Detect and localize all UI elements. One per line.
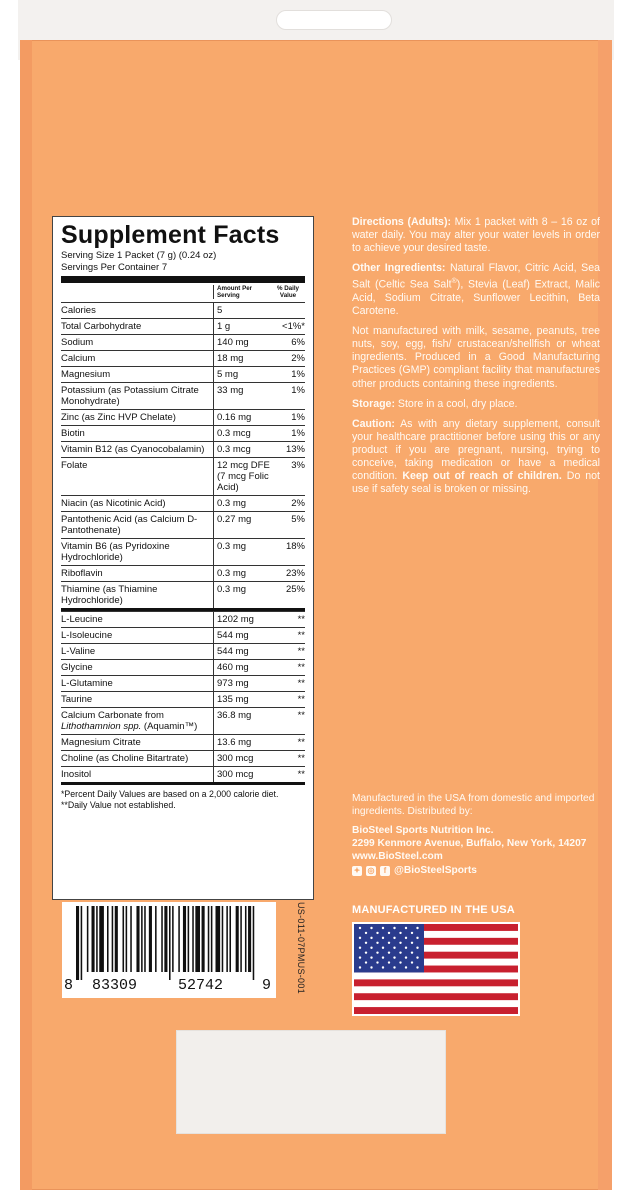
flag-star xyxy=(382,966,384,968)
table-row xyxy=(61,511,305,538)
row-dv: ** xyxy=(297,753,305,764)
flag-star xyxy=(382,937,384,939)
barcode-group-2: 52742 xyxy=(178,977,224,994)
flag-star xyxy=(376,932,378,934)
barcode-bar xyxy=(202,906,205,972)
row-name: L-Leucine xyxy=(61,614,103,625)
row-amount: 140 mg xyxy=(213,335,271,350)
manufacturer-info xyxy=(352,792,600,877)
barcode-bar xyxy=(161,906,163,972)
row-dv: 6% xyxy=(291,337,305,348)
facts-rows-amino xyxy=(61,611,305,707)
barcode-bar xyxy=(155,906,157,972)
barcode-bar xyxy=(126,906,128,972)
row-amount: 1202 mg xyxy=(213,612,271,627)
barcode-group-1: 83309 xyxy=(92,977,138,994)
barcode-bar xyxy=(96,906,98,972)
row-dv: ** xyxy=(297,710,305,721)
label-blank-area xyxy=(176,1030,446,1134)
row-amount: 13.6 mg xyxy=(213,735,271,750)
row-name: Niacin (as Nicotinic Acid) xyxy=(61,498,166,509)
row-dv: ** xyxy=(297,769,305,780)
flag-star xyxy=(411,932,413,934)
row-dv: ** xyxy=(297,694,305,705)
flag-star xyxy=(405,966,407,968)
row-dv: 1% xyxy=(291,412,305,423)
flag-star xyxy=(399,951,401,953)
product-code: US-011-07PMUS-001 xyxy=(296,902,306,994)
barcode-bar xyxy=(149,906,152,972)
flag-star xyxy=(382,927,384,929)
barcode-bar xyxy=(183,906,186,972)
label-text-column xyxy=(352,216,600,503)
barcode-bar xyxy=(216,906,221,972)
row-amount: 5 xyxy=(213,303,271,318)
row-dv: ** xyxy=(297,662,305,673)
flag-star xyxy=(365,942,367,944)
row-amount: 460 mg xyxy=(213,660,271,675)
flag-star xyxy=(411,951,413,953)
row-amount: 0.27 mg xyxy=(213,512,271,538)
manufactured-statement: Manufactured in the USA from domestic and imported ingredients. Distributed by: xyxy=(352,793,595,817)
table-row xyxy=(61,495,305,511)
twitter-icon: ✦ xyxy=(353,865,361,875)
us-flag xyxy=(352,922,520,1016)
flag-star xyxy=(405,947,407,949)
flag-stripe xyxy=(354,986,518,993)
row-amount: 12 mcg DFE (7 mcg Folic Acid) xyxy=(213,458,271,495)
barcode-bar xyxy=(229,906,231,972)
row-name: Sodium xyxy=(61,337,94,348)
row-dv: 1% xyxy=(291,385,305,396)
barcode-bar xyxy=(211,906,213,972)
flag-star xyxy=(388,942,390,944)
row-amount: 544 mg xyxy=(213,628,271,643)
barcode-bar xyxy=(123,906,125,972)
package-left-edge xyxy=(20,40,32,1190)
flag-star xyxy=(370,947,372,949)
flag-star xyxy=(405,956,407,958)
row-name: Calcium Carbonate from Lithothamnion spp. (Aquamin™) xyxy=(61,710,198,732)
row-dv: 2% xyxy=(291,353,305,364)
table-row xyxy=(61,334,305,350)
flag-stripe xyxy=(354,1007,518,1014)
barcode-bar xyxy=(248,906,251,972)
row-dv: 25% xyxy=(285,584,305,595)
supplement-facts-panel xyxy=(52,216,314,900)
barcode-bar xyxy=(240,906,242,972)
flag-star xyxy=(359,927,361,929)
flag-star xyxy=(359,966,361,968)
flag-star xyxy=(359,947,361,949)
barcode-bar xyxy=(253,906,255,980)
table-row xyxy=(61,425,305,441)
flag-star xyxy=(370,927,372,929)
row-name: L-Glutamine xyxy=(61,678,113,689)
table-row xyxy=(61,302,305,318)
row-name: Potassium (as Potassium Citrate Monohydrate) xyxy=(61,385,199,407)
flag-star xyxy=(416,956,418,958)
flag-star xyxy=(416,947,418,949)
table-row xyxy=(61,750,305,766)
row-name: Folate xyxy=(61,460,88,471)
header-amount: Amount Per Serving xyxy=(213,285,271,299)
flag-star xyxy=(399,932,401,934)
row-name: Pantothenic Acid (as Calcium D-Pantothenate) xyxy=(61,514,198,536)
barcode-bar xyxy=(81,906,83,980)
table-row xyxy=(61,627,305,643)
barcode-bar xyxy=(107,906,109,972)
flag-star xyxy=(370,956,372,958)
row-dv: 3% xyxy=(291,460,305,471)
row-name: Total Carbohydrate xyxy=(61,321,142,332)
barcode-bar xyxy=(92,906,95,972)
table-row xyxy=(61,350,305,366)
flag-star xyxy=(370,966,372,968)
social-row xyxy=(352,864,600,877)
upc-barcode xyxy=(62,902,276,998)
row-amount: 0.3 mg xyxy=(213,582,271,608)
barcode-bar xyxy=(164,906,167,972)
table-row xyxy=(61,565,305,581)
header-dv: % Daily Value xyxy=(276,285,299,299)
company-address: 2299 Kenmore Avenue, Buffalo, New York, 14207 xyxy=(352,838,587,849)
row-dv: 1% xyxy=(291,369,305,380)
row-name: Taurine xyxy=(61,694,93,705)
barcode-bar xyxy=(99,906,104,972)
barcode-bar xyxy=(144,906,146,972)
social-handle: @BioSteelSports xyxy=(394,865,477,876)
table-row xyxy=(61,766,305,782)
barcode-bar xyxy=(172,906,174,972)
row-dv: 1% xyxy=(291,428,305,439)
row-dv xyxy=(271,303,305,318)
facts-header xyxy=(61,283,305,302)
row-dv: 13% xyxy=(285,444,305,455)
barcode-digits xyxy=(62,974,276,998)
row-amount: 18 mg xyxy=(213,351,271,366)
footnote-percent: *Percent Daily Values are based on a 2,000 calorie diet. xyxy=(61,789,279,799)
storage: Storage: Store in a cool, dry place. xyxy=(352,397,518,410)
us-flag-graphic xyxy=(354,924,518,1014)
row-dv: ** xyxy=(297,646,305,657)
row-amount: 300 mcg xyxy=(213,767,271,782)
barcode-bar xyxy=(87,906,89,972)
table-row xyxy=(61,538,305,565)
row-amount: 1 g xyxy=(213,319,271,334)
row-amount: 300 mcg xyxy=(213,751,271,766)
row-amount: 135 mg xyxy=(213,692,271,707)
flag-star xyxy=(359,937,361,939)
flag-stripe xyxy=(354,972,518,979)
row-name: Calories xyxy=(61,305,96,316)
flag-star xyxy=(393,947,395,949)
caution: Caution: As with any dietary supplement, consult your healthcare practitioner before using this or any product if you are pregnant, nursing, trying to conceive, taking medication or have a medical condition. Keep out of reach of children. Do not use if safety seal is broken or missing. xyxy=(352,417,601,496)
table-row xyxy=(61,707,305,734)
row-dv: ** xyxy=(297,630,305,641)
barcode-bar xyxy=(236,906,239,972)
flag-star xyxy=(393,927,395,929)
flag-star xyxy=(388,951,390,953)
flag-star xyxy=(416,966,418,968)
barcode-digit-right: 9 xyxy=(262,977,272,994)
row-amount: 0.16 mg xyxy=(213,410,271,425)
barcode-bar xyxy=(178,906,180,972)
table-row xyxy=(61,691,305,707)
thick-divider xyxy=(61,276,305,283)
flag-star xyxy=(393,937,395,939)
flag-star xyxy=(365,961,367,963)
other-ingredients: Other Ingredients: Natural Flavor, Citric Acid, Sea Salt (Celtic Sea Salt®), Stevia (Leaf) Extract, Malic Acid, Sodium Citrate, Sunflower Lecithin, Beta Carotene. xyxy=(352,262,600,318)
table-row xyxy=(61,643,305,659)
flag-stripe xyxy=(354,979,518,986)
row-name: Magnesium Citrate xyxy=(61,737,141,748)
barcode-bar xyxy=(192,906,194,972)
barcode-bar xyxy=(115,906,118,972)
row-amount: 973 mg xyxy=(213,676,271,691)
flag-canton xyxy=(354,924,424,972)
row-name: Vitamin B12 (as Cyanocobalamin) xyxy=(61,444,205,455)
barcode-bar xyxy=(130,906,132,972)
flag-star xyxy=(365,951,367,953)
flag-star xyxy=(376,961,378,963)
row-amount: 33 mg xyxy=(213,383,271,409)
table-row xyxy=(61,734,305,750)
flag-stripe xyxy=(354,1000,518,1007)
flag-star xyxy=(388,932,390,934)
flag-star xyxy=(376,951,378,953)
row-dv: 18% xyxy=(285,541,305,552)
flag-star xyxy=(405,927,407,929)
directions: Directions (Adults): Mix 1 packet with 8 – 16 oz of water daily. You may alter your water levels in order to achieve your desired taste. xyxy=(352,216,600,255)
row-dv: 5% xyxy=(291,514,305,525)
row-name: L-Valine xyxy=(61,646,96,657)
row-name: L-Isoleucine xyxy=(61,630,113,641)
row-amount: 0.3 mg xyxy=(213,566,271,581)
barcode-bar xyxy=(208,906,210,972)
flag-star xyxy=(359,956,361,958)
row-amount: 0.3 mcg xyxy=(213,426,271,441)
row-dv: 2% xyxy=(291,498,305,509)
row-dv: 23% xyxy=(285,568,305,579)
row-name: Calcium xyxy=(61,353,96,364)
row-name: Riboflavin xyxy=(61,568,103,579)
flag-star xyxy=(411,961,413,963)
servings-per-container: Servings Per Container 7 xyxy=(61,262,168,273)
flag-star xyxy=(416,937,418,939)
row-amount: 0.3 mg xyxy=(213,496,271,511)
flag-star xyxy=(393,966,395,968)
row-name: Magnesium xyxy=(61,369,111,380)
flag-star xyxy=(399,961,401,963)
barcode-bar xyxy=(226,906,228,972)
flag-star xyxy=(416,927,418,929)
allergen-statement: Not manufactured with milk, sesame, peanuts, tree nuts, soy, egg, fish/ crustacean/shellfish or wheat ingredients. Produced in a Good Manufacturing Practices (GMP) compliant facility that manufactures other products containing these ingredients. xyxy=(352,325,600,390)
flag-star xyxy=(393,956,395,958)
table-row xyxy=(61,382,305,409)
footnote-daily-value: **Daily Value not established. xyxy=(61,800,176,810)
table-row xyxy=(61,659,305,675)
table-row xyxy=(61,581,305,608)
row-name: Inositol xyxy=(61,769,92,780)
barcode-bars xyxy=(62,902,276,980)
barcode-bar xyxy=(136,906,139,972)
instagram-icon: ◎ xyxy=(367,865,375,875)
row-amount: 36.8 mg xyxy=(213,708,271,734)
table-row xyxy=(61,366,305,382)
flag-star xyxy=(365,932,367,934)
company-website: www.BioSteel.com xyxy=(352,851,443,862)
package-right-edge xyxy=(598,40,612,1190)
row-amount: 0.3 mg xyxy=(213,539,271,565)
flag-star xyxy=(399,942,401,944)
row-amount: 544 mg xyxy=(213,644,271,659)
row-name: Biotin xyxy=(61,428,85,439)
flag-stripe xyxy=(354,993,518,1000)
barcode-bar xyxy=(169,906,171,980)
table-row xyxy=(61,675,305,691)
row-dv: <1%* xyxy=(282,321,305,332)
barcode-bar xyxy=(76,906,79,980)
hanger-slot xyxy=(276,10,392,30)
barcode-digit-left: 8 xyxy=(64,977,74,994)
row-amount: 0.3 mcg xyxy=(213,442,271,457)
row-dv: ** xyxy=(297,737,305,748)
row-name: Zinc (as Zinc HVP Chelate) xyxy=(61,412,176,423)
table-row xyxy=(61,318,305,334)
barcode-bar xyxy=(112,906,114,972)
facts-rows-other xyxy=(61,734,305,782)
barcode-bar xyxy=(245,906,247,972)
company-name: BioSteel Sports Nutrition Inc. xyxy=(352,825,494,836)
row-name: Choline (as Choline Bitartrate) xyxy=(61,753,189,764)
table-row xyxy=(61,441,305,457)
flag-star xyxy=(388,961,390,963)
flag-star xyxy=(411,942,413,944)
serving-size: Serving Size 1 Packet (7 g) (0.24 oz) xyxy=(61,250,217,261)
table-row xyxy=(61,611,305,627)
barcode-bar xyxy=(195,906,200,972)
flag-star xyxy=(405,937,407,939)
barcode-bar xyxy=(141,906,143,972)
flag-star xyxy=(370,937,372,939)
facebook-icon: f xyxy=(380,866,390,876)
flag-star xyxy=(382,947,384,949)
table-row xyxy=(61,457,305,495)
row-dv: ** xyxy=(297,614,305,625)
row-name: Glycine xyxy=(61,662,93,673)
facts-rows-vitamins xyxy=(61,302,305,608)
flag-star xyxy=(376,942,378,944)
barcode-bar xyxy=(222,906,224,972)
row-name: Thiamine (as Thiamine Hydrochloride) xyxy=(61,584,158,606)
barcode-bar xyxy=(188,906,190,972)
facts-title: Supplement Facts xyxy=(61,221,280,249)
row-name: Vitamin B6 (as Pyridoxine Hydrochloride) xyxy=(61,541,170,563)
row-amount: 5 mg xyxy=(213,367,271,382)
facts-footnotes xyxy=(61,782,305,811)
table-row xyxy=(61,409,305,425)
row-dv: ** xyxy=(297,678,305,689)
flag-star xyxy=(382,956,384,958)
made-in-usa-label: MANUFACTURED IN THE USA xyxy=(352,904,515,916)
